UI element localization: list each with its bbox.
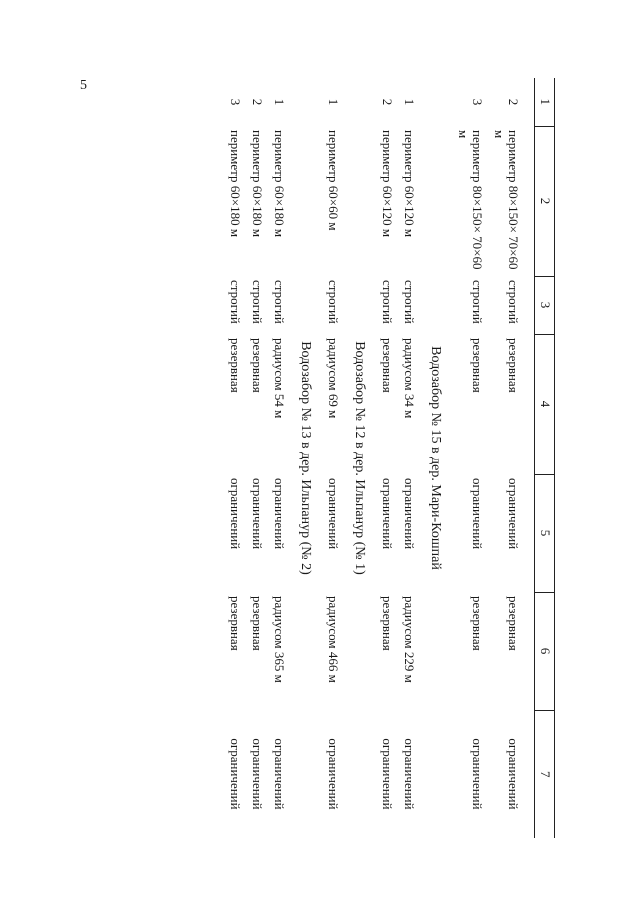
cell-c1: 3 — [470, 98, 485, 106]
cell-c1: 1 — [272, 98, 287, 106]
page-number: 5 — [80, 78, 87, 93]
cell-c5: ограничений — [402, 478, 417, 550]
cell-c7: ограничений — [326, 738, 341, 810]
cell-c6: радиусом 229 м — [402, 596, 417, 683]
cell-c1: 2 — [506, 98, 521, 106]
rotated-table-container — [95, 78, 555, 838]
cell-c7: ограничений — [250, 738, 265, 810]
column-header: 5 — [535, 474, 555, 592]
cell-c4: радиусом 54 м — [272, 338, 287, 419]
table-row — [488, 78, 535, 838]
cell-c2: периметр 60×120 м — [380, 130, 395, 238]
cell-c3: строгий — [228, 280, 243, 324]
cell-c4: резервная — [506, 338, 521, 393]
table-row — [376, 78, 398, 838]
group-heading-row — [344, 78, 376, 838]
cell-c6: резервная — [506, 596, 521, 651]
cell-c7: ограничений — [228, 738, 243, 810]
group-heading: Водозабор № 12 в дер. Ильпанур (№ 1) — [352, 341, 367, 575]
cell-c4: резервная — [380, 338, 395, 393]
cell-c2: периметр 60×180 м — [228, 130, 243, 238]
cell-c1: 2 — [250, 98, 265, 106]
cell-c5: ограничений — [380, 478, 395, 550]
table-body — [224, 78, 535, 838]
table-row — [322, 78, 344, 838]
cell-c5: ограничений — [470, 478, 485, 550]
cell-c7: ограничений — [470, 738, 485, 810]
cell-c4: радиусом 34 м — [402, 338, 417, 419]
cell-c6: резервная — [228, 596, 243, 651]
cell-c5: ограничений — [228, 478, 243, 550]
cell-c4: резервная — [470, 338, 485, 393]
cell-c4: резервная — [228, 338, 243, 393]
cell-c2: периметр 60×60 м — [326, 130, 341, 231]
cell-c2: периметр 60×120 м — [402, 130, 417, 238]
cell-c4: резервная — [250, 338, 265, 393]
cell-c7: ограничений — [272, 738, 287, 810]
column-header: 2 — [535, 126, 555, 276]
cell-c6: радиусом 466 м — [326, 596, 341, 683]
cell-c7: ограничений — [380, 738, 395, 810]
cell-c2: периметр 60×180 м — [250, 130, 265, 238]
cell-c6: резервная — [470, 596, 485, 651]
cell-c1: 1 — [402, 98, 417, 106]
table-row — [452, 78, 488, 838]
cell-c3: строгий — [470, 280, 485, 324]
column-header: 3 — [535, 276, 555, 334]
cell-c6: радиусом 365 м — [272, 596, 287, 683]
table-row — [398, 78, 420, 838]
cell-c3: строгий — [326, 280, 341, 324]
cell-c2: периметр 80×150× 70×60 м — [492, 130, 521, 270]
table-row — [246, 78, 268, 838]
table-row — [224, 78, 246, 838]
cell-c7: ограничений — [506, 738, 521, 810]
table-row — [268, 78, 290, 838]
cell-c6: резервная — [250, 596, 265, 651]
column-header: 6 — [535, 592, 555, 710]
cell-c1: 2 — [380, 98, 395, 106]
cell-c1: 3 — [228, 98, 243, 106]
group-heading-row — [290, 78, 322, 838]
cell-c7: ограничений — [402, 738, 417, 810]
cell-c6: резервная — [380, 596, 395, 651]
group-heading: Водозабор № 13 в дер. Ильпанур (№ 2) — [298, 341, 313, 575]
cell-c3: строгий — [402, 280, 417, 324]
cell-c5: ограничений — [506, 478, 521, 550]
cell-c4: радиусом 69 м — [326, 338, 341, 419]
group-heading: Водозабор № 15 в дер. Мари-Кошпай — [428, 346, 443, 570]
column-header: 1 — [535, 78, 555, 126]
cell-c3: строгий — [380, 280, 395, 324]
cell-c5: ограничений — [250, 478, 265, 550]
group-heading-row — [420, 78, 452, 838]
cell-c1: 1 — [326, 98, 341, 106]
cell-c2: периметр 60×180 м — [272, 130, 287, 238]
column-header: 7 — [535, 710, 555, 838]
header-row — [535, 78, 555, 838]
column-header: 4 — [535, 334, 555, 474]
cell-c3: строгий — [272, 280, 287, 324]
cell-c3: строгий — [250, 280, 265, 324]
cell-c5: ограничений — [272, 478, 287, 550]
water-intake-zones-table — [224, 78, 555, 838]
cell-c2: периметр 80×150× 70×60 м — [456, 130, 485, 270]
cell-c3: строгий — [506, 280, 521, 324]
cell-c5: ограничений — [326, 478, 341, 550]
